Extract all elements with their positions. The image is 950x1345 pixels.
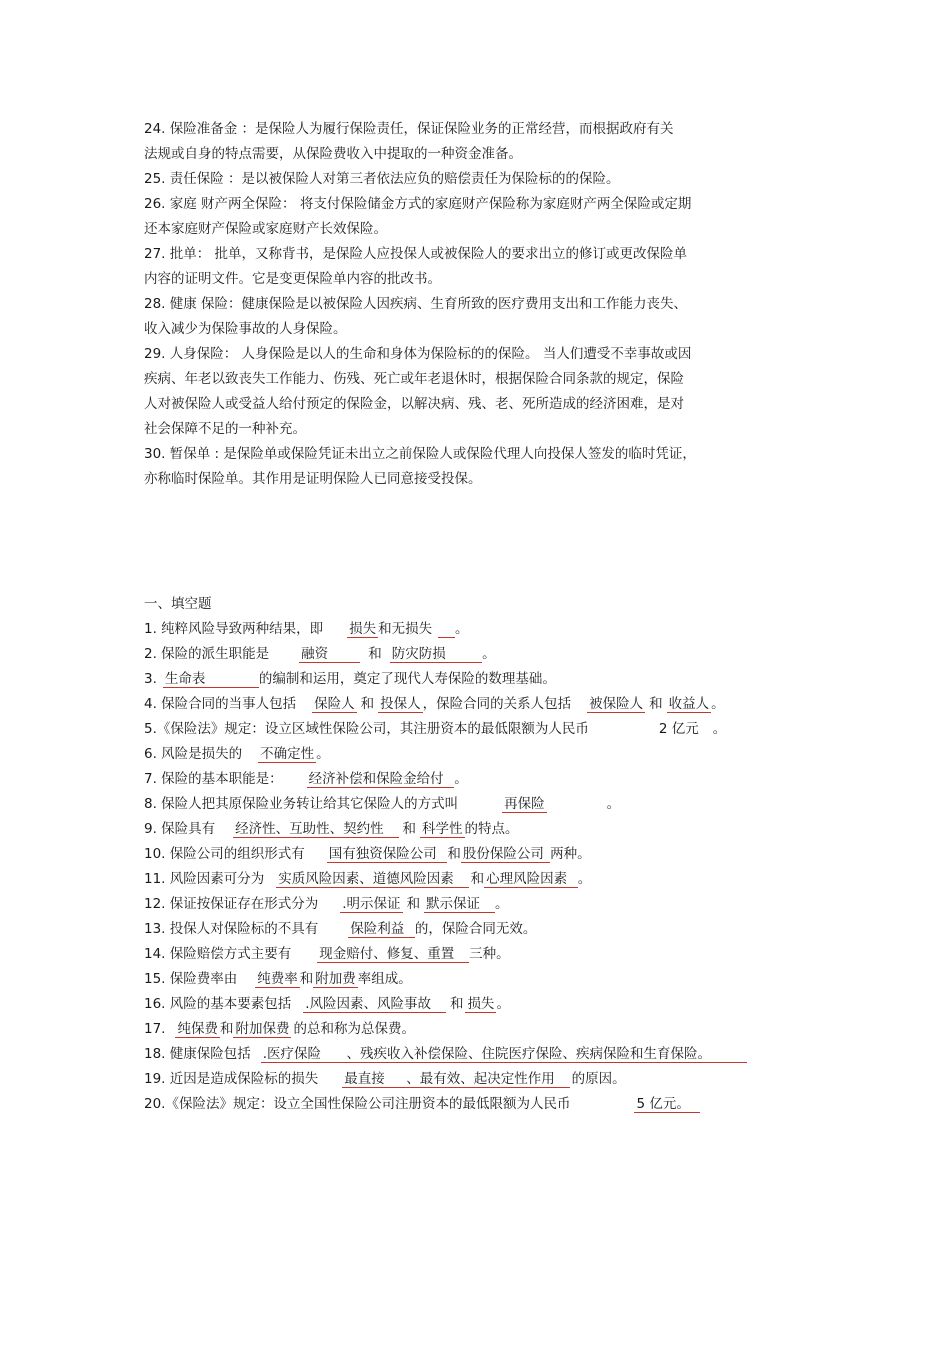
answer-blank: 投保人 (380, 696, 421, 712)
answer-blank (438, 621, 455, 638)
definition-24-line1: 24. 保险准备金 ：是保险人为履行保险责任，保证保险业务的正常经营，而根据政府有关 (144, 121, 674, 137)
question-14: 14. 保险赔偿方式主要有 现金赔付、修复、重置 三种。 (144, 946, 510, 962)
question-20: 20.《保险法》规定：设立全国性保险公司注册资本的最低限额为人民币 5 亿元。 (144, 1095, 700, 1113)
question-16: 16. 风险的基本要素包括 .风险因素、风险事故 和 损失 。 (144, 996, 510, 1012)
definition-29-line3: 人对被保险人或受益人给付预定的保险金，以解决病、残、老、死所造成的经济困难，是对 (144, 396, 684, 412)
answer-blank: 经济补偿和保险金给付 (307, 771, 455, 788)
answer-blank: 、残疾收入补偿保险、住院医疗保险、疾病保险和生育保险。 (345, 1046, 748, 1063)
answer-blank: 最直接 、最有效、起决定性作用 (342, 1071, 569, 1088)
answer-blank: 心理风险因素 (484, 871, 578, 888)
question-18: 18. 健康保险包括 .医疗保险 、残疾收入补偿保险、住院医疗保险、疾病保险和生育保险。 (144, 1045, 747, 1063)
question-9: 9. 保险具有 经济性、互助性、契约性 和 科学性 的特点。 (144, 821, 519, 837)
answer-blank: 被保险人 (589, 696, 644, 712)
definition-27-line1: 27. 批单： 批单，又称背书，是保险人应投保人或被保险人的要求出立的修订或更改保险单 (144, 246, 688, 262)
definition-25-line1: 25. 责任保险 ：是以被保险人对第三者依法应负的赔偿责任为保险标的的保险。 (144, 171, 620, 187)
answer-blank: 防灾防损 (390, 646, 482, 663)
question-13: 13. 投保人对保险标的不具有 保险利益 的，保险合同无效。 (144, 921, 537, 937)
answer-blank: 纯保费 (177, 1021, 218, 1037)
question-6: 6. 风险是损失的 不确定性 。 (144, 746, 330, 762)
answer-blank: 国有独资保险公司 (327, 846, 448, 863)
question-3: 3. 生命表 的编制和运用，奠定了现代人寿保险的数理基础。 (144, 671, 556, 687)
answer-blank: 5 亿元。 (634, 1096, 700, 1113)
answer-blank: .医疗保险 (261, 1046, 345, 1063)
answer-blank: .明示保证 (342, 896, 401, 912)
question-7: 7. 保险的基本职能是： 经济补偿和保险金给付 。 (144, 771, 468, 787)
question-15: 15. 保险费率由 纯费率 和 附加费 率组成。 (144, 971, 412, 987)
definition-30-line2: 亦称临时保险单。其作用是证明保险人已同意接受投保。 (144, 471, 482, 487)
answer-blank: 损失 (467, 996, 495, 1012)
question-19: 19. 近因是造成保险标的损失 最直接 、最有效、起决定性作用 的原因。 (144, 1071, 626, 1087)
definition-28-line1: 28. 健康 保险：健康保险是以被保险人因疾病、生育所致的医疗费用支出和工作能力丧失、 (144, 296, 688, 312)
answer-blank: 损失 (349, 621, 377, 637)
question-2: 2. 保险的派生职能是 融资 和 防灾防损 。 (144, 646, 496, 662)
definition-26-line1: 26. 家庭 财产两全保险： 将支付保险储金方式的家庭财产保险称为家庭财产两全保险或定期 (144, 196, 692, 212)
answer-blank: 纯费率 (257, 971, 298, 987)
answer-blank: 附加费 (315, 971, 356, 987)
question-8: 8. 保险人把其原保险业务转让给其它保险人的方式叫 再保险 。 (144, 796, 621, 812)
definition-26-line2: 还本家庭财产保险或家庭财产长效保险。 (144, 221, 387, 237)
definition-29-line2: 疾病、年老以致丧失工作能力、伤残、死亡或年老退休时，根据保险合同条款的规定，保险 (144, 371, 684, 387)
definition-29-line1: 29. 人身保险： 人身保险是以人的生命和身体为保险标的的保险。 当人们遭受不幸事故或因 (144, 346, 692, 362)
question-11: 11. 风险因素可分为 实质风险因素、道德风险因素 和 心理风险因素 。 (144, 871, 592, 887)
answer-blank: 保险人 (314, 696, 355, 712)
answer-blank: 融资 (299, 646, 360, 663)
question-17: 17. 纯保费 和 附加保费 的总和称为总保费。 (144, 1021, 415, 1037)
answer-blank: 实质风险因素、道德风险因素 (276, 871, 468, 888)
answer-blank: 再保险 (504, 796, 545, 812)
answer-blank: 股份保险公司 (461, 846, 550, 863)
question-12: 12. 保证按保证存在形式分为 .明示保证 和 默示保证 。 (144, 896, 509, 912)
definition-24-line2: 法规或自身的特点需要，从保险费收入中提取的一种资金准备。 (144, 146, 522, 162)
answer-blank: 不确定性 (260, 746, 315, 762)
question-5: 5.《保险法》规定：设立区域性保险公司，其注册资本的最低限额为人民币 2 亿元 。 (144, 721, 727, 737)
answer-blank: 经济性、互助性、契约性 (233, 821, 398, 838)
definition-29-line4: 社会保障不足的一种补充。 (144, 421, 306, 437)
question-10: 10. 保险公司的组织形式有 国有独资保险公司 和 股份保险公司 两种。 (144, 846, 591, 862)
definition-27-line2: 内容的证明文件。它是变更保险单内容的批改书。 (144, 271, 441, 287)
definition-30-line1: 30. 暂保单 : 是保险单或保险凭证未出立之前保险人或保险代理人向投保人签发的临时凭证， (144, 446, 696, 462)
answer-blank: 科学性 (422, 821, 463, 837)
answer-blank: 保险利益 (348, 921, 415, 938)
answer-blank: 现金赔付、修复、重置 (317, 946, 469, 963)
answer-blank: 默示保证 (424, 896, 495, 913)
answer-text: 2 亿元 (658, 721, 699, 737)
question-4: 4. 保险合同的当事人包括 保险人 和 投保人 ，保险合同的关系人包括 被保险人 和 收益人 。 (144, 696, 725, 712)
answer-blank: 生命表 (163, 671, 259, 688)
answer-blank: 收益人 (668, 696, 710, 712)
definition-28-line2: 收入减少为保险事故的人身保险。 (144, 321, 347, 337)
answer-blank: .风险因素、风险事故 (303, 996, 446, 1013)
answer-blank: 附加保费 (235, 1021, 290, 1037)
question-1: 1. 纯粹风险导致两种结果，即 损失 和无损失 。 (144, 621, 469, 637)
section-title: 一、填空题 (144, 596, 212, 612)
